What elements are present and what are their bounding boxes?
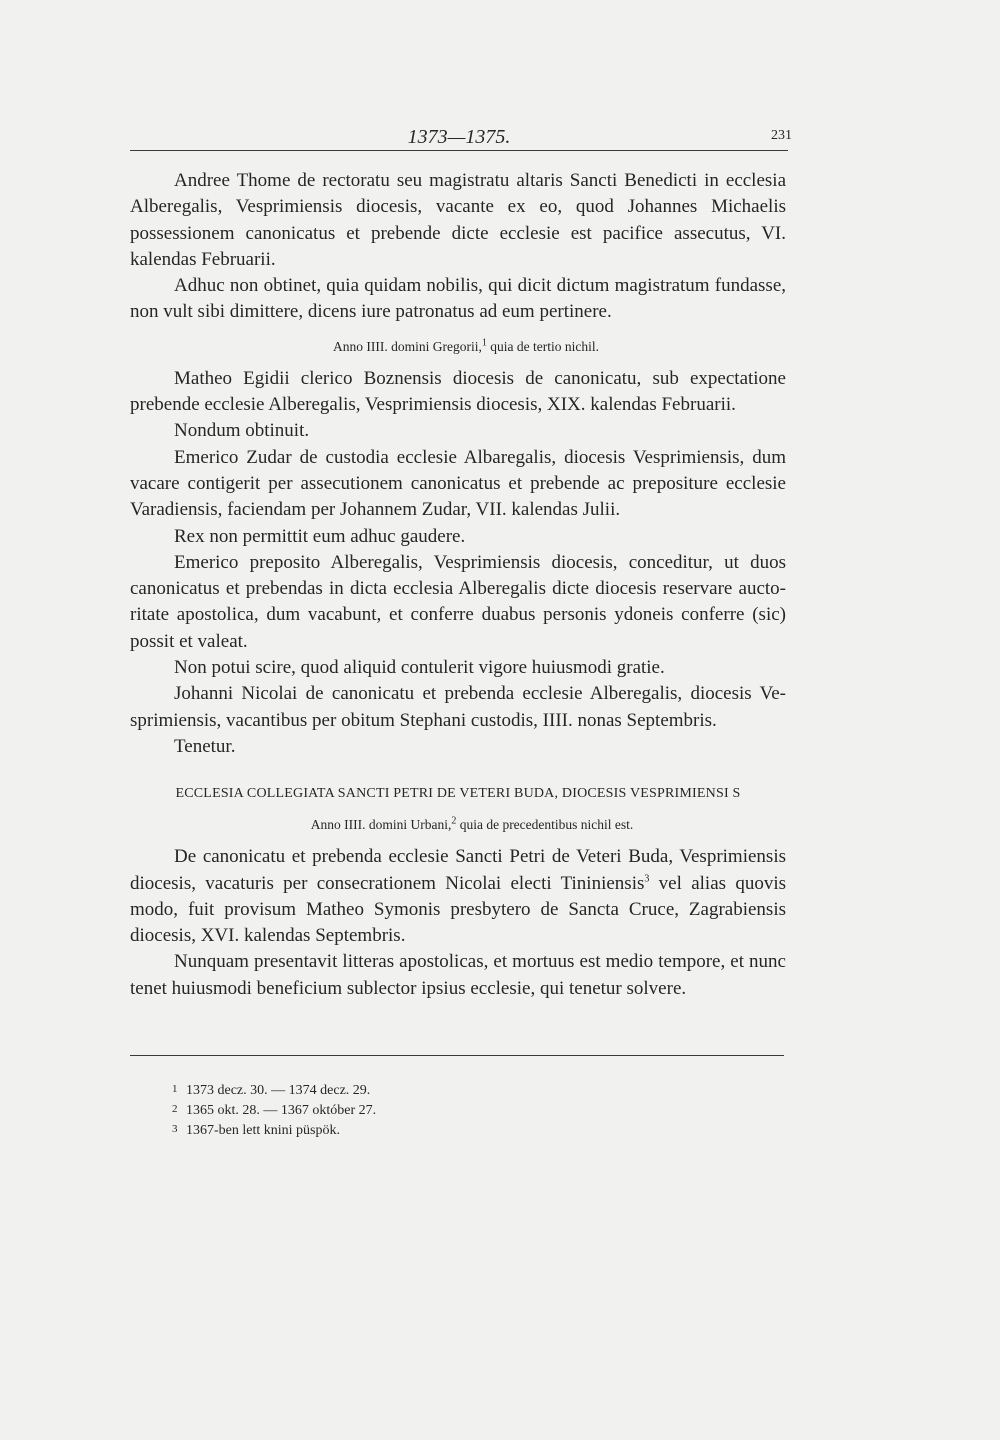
- footnotes: [172, 1080, 376, 1140]
- footnote: 2 1365 okt. 28. — 1367 október 27.: [172, 1100, 376, 1120]
- paragraph: Johanni Nicolai de canonicatu et prebenda ecclesie Alberegalis, diocesis Vesprimiensis, vacantibus per obitum Stephani custodis, IIII. nonas Septembris.: [130, 683, 786, 731]
- paragraph: Nondum obtinuit.: [174, 420, 310, 442]
- footnote-ref: 2: [451, 815, 457, 827]
- header-rule: [130, 150, 788, 151]
- paragraph: Emerico Zudar de custodia ecclesie Albaregalis, diocesis Vesprimiensis, dum vacare contigerit per assecutionem canonicatus et prebende ac prepositure ecclesie Varadiensis, faciendam per Johannem Zudar, VII. kalendas Julii.: [130, 446, 786, 521]
- paragraph: Tenetur.: [174, 735, 236, 757]
- footnote-mark: 2: [172, 1103, 178, 1115]
- section-heading: ECCLESIA COLLEGIATA SANCTI PETRI DE VETERI BUDA, DIOCESIS VESPRIMIENSI S: [175, 786, 741, 802]
- footnote-rule: [130, 1055, 784, 1056]
- footnote: 1 1373 decz. 30. — 1374 decz. 29.: [172, 1080, 376, 1100]
- year-subheading: Anno IIII. domini Urbani,$^2$ quia de precedentibus nichil est.: [310, 815, 634, 833]
- page-body: [130, 168, 786, 1002]
- paragraph: Non potui scire, quod aliquid contulerit vigore huiusmodi gratie.: [174, 657, 665, 679]
- paragraph: Emerico preposito Alberegalis, Vesprimiensis diocesis, conceditur, ut duos canonicatus et prebendas in dicta ecclesia Alberegalis dicte diocesis reservare auctoritate apostolica, dum vacabunt, et conferre duabus personis ydoneis conferre (sic) possit et valeat.: [130, 551, 786, 652]
- footnote-ref: 1: [481, 337, 487, 349]
- footnote-ref: 3: [644, 873, 650, 885]
- year-subheading: Anno IIII. domini Gregorii,$^1$ quia de tertio nichil.: [333, 337, 599, 354]
- footnote-mark: 1: [172, 1083, 178, 1095]
- running-title: 1373—1375.: [130, 124, 788, 150]
- paragraph: Adhuc non obtinet, quia quidam nobilis, qui dicit dictum magistratum fundasse, non vult sibi dimittere, dicens iure patronatus ad eum pertinere.: [130, 275, 786, 323]
- page-number: 231: [767, 128, 792, 144]
- paragraph: Andree Thome de rectoratu seu magistratu altaris Sancti Benedicti in ecclesia Alberegalis, Vesprimiensis diocesis, vacante ex eo, quod Johannes Michaelis possessionem canonicatus et prebende dicte ecclesie est pacifice assecutus, VI. kalendas Februarii.: [130, 170, 786, 270]
- paragraph: Rex non permittit eum adhuc gaudere.: [174, 525, 466, 547]
- running-header: [130, 124, 792, 154]
- footnote-mark: 3: [172, 1123, 178, 1135]
- paragraph: De canonicatu et prebenda ecclesie Sancti Petri de Veteri Buda, Vesprimiensis diocesis, vacaturis per consecrationem Nicolai electi Tininiensis$^3$ vel alias quovis modo, fuit provisum Matheo Symonis presbytero de Sancta Cruce, Zagrabiensis diocesis, XVI. kalendas Septembris.: [130, 846, 787, 947]
- paragraph: Nunquam presentavit litteras apostolicas, et mortuus est medio tempore, et nunc tenet huiusmodi beneficium sublector ipsius ecclesie, qui tenetur solvere.: [130, 951, 786, 999]
- footnote: 3 1367-ben lett knini püspök.: [172, 1120, 376, 1140]
- paragraph: Matheo Egidii clerico Boznensis diocesis de canonicatu, sub expectatione prebende ecclesie Alberegalis, Vesprimiensis diocesis, XIX. kalendas Februarii.: [130, 367, 786, 416]
